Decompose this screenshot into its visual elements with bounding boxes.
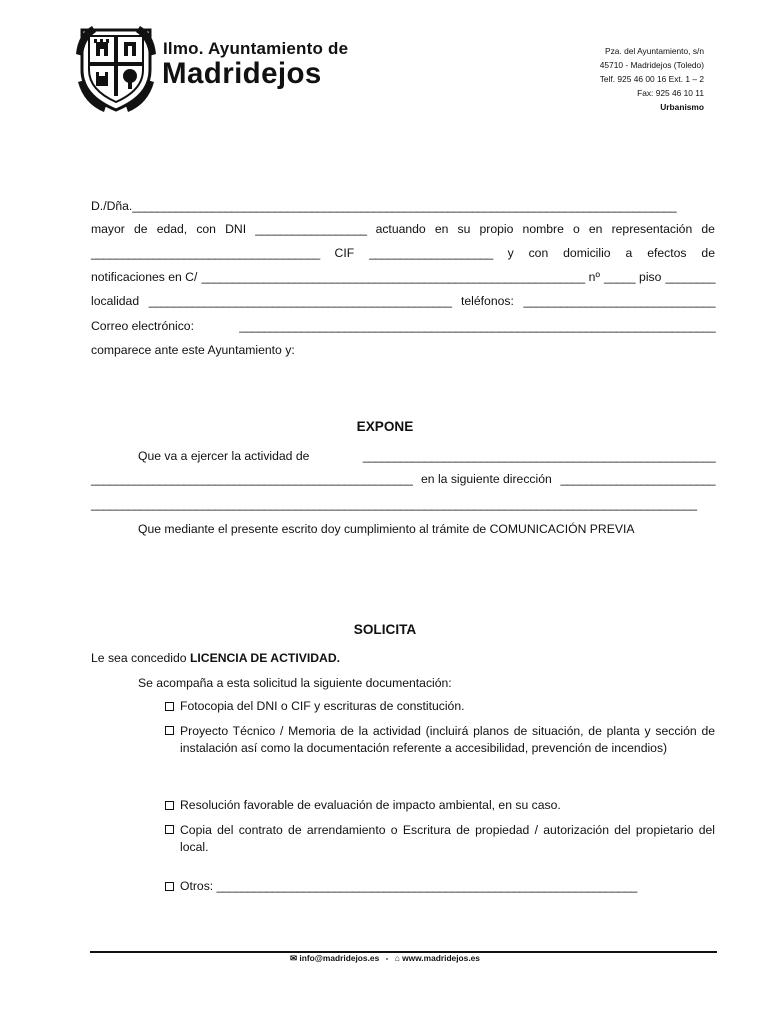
doc-item-label: Resolución favorable de evaluación de impacto ambiental, en su caso. bbox=[180, 798, 561, 812]
department-label: Urbanismo bbox=[660, 101, 704, 112]
checkbox[interactable] bbox=[165, 825, 174, 834]
dni-line bbox=[91, 222, 715, 237]
phones-label: teléfonos: bbox=[461, 294, 514, 308]
cif-line bbox=[91, 246, 715, 261]
expone-heading: EXPONE bbox=[356, 419, 414, 434]
number-field[interactable]: _____ bbox=[604, 270, 635, 284]
street-field[interactable]: ______________________________________________________________ bbox=[201, 270, 585, 284]
text-word: DNI bbox=[225, 222, 247, 236]
address-line-city: 45710 - Madridejos (Toledo) bbox=[599, 59, 704, 70]
checkbox[interactable] bbox=[165, 702, 174, 711]
doc-item-contract bbox=[165, 822, 715, 855]
solicita-heading: SOLICITA bbox=[353, 622, 417, 637]
name-label: D./Dña. bbox=[91, 199, 133, 213]
header-title-line1: Ilmo. Ayuntamiento de bbox=[163, 39, 349, 58]
others-label: Otros: bbox=[180, 879, 214, 893]
doc-item-dni bbox=[165, 698, 715, 715]
email-field[interactable]: _____________________________________________________________________________ bbox=[239, 319, 715, 333]
activity-address-line2 bbox=[91, 497, 715, 512]
doc-item-label: Fotocopia del DNI o CIF y escrituras de constitución. bbox=[180, 699, 465, 713]
others-field[interactable]: ____________________________________________________________________ bbox=[216, 879, 637, 893]
footer-website[interactable]: www.madridejos.es bbox=[402, 953, 480, 963]
text-word: o bbox=[573, 222, 580, 236]
footer bbox=[0, 953, 770, 963]
text-word: su bbox=[457, 222, 471, 236]
name-line bbox=[91, 199, 715, 214]
address-line-street: Pza. del Ayuntamiento, s/n bbox=[604, 46, 704, 56]
activity-label: Que va a ejercer la actividad de bbox=[138, 449, 310, 463]
text-word: con bbox=[528, 246, 549, 260]
floor-field[interactable]: ________ bbox=[665, 270, 715, 284]
doc-item-environment bbox=[165, 797, 715, 814]
text-word: de bbox=[701, 222, 715, 236]
crest-logo bbox=[74, 24, 158, 112]
docs-intro: Se acompaña a esta solicitud la siguiente documentación: bbox=[138, 676, 452, 690]
request-prefix: Le sea concedido bbox=[91, 651, 187, 665]
text-word: actuando bbox=[375, 222, 426, 236]
locality-line bbox=[91, 294, 715, 309]
text-word: propio bbox=[479, 222, 514, 236]
text-word: en bbox=[588, 222, 603, 236]
email-line bbox=[91, 319, 715, 334]
notification-label: notificaciones en C/ bbox=[91, 270, 198, 284]
dni-field[interactable]: __________________ bbox=[255, 222, 367, 236]
doc-item-label: Copia del contrato de arrendamiento o Escritura de propiedad / autorización del propietario del local. bbox=[180, 823, 715, 854]
locality-field[interactable]: _________________________________________________ bbox=[148, 294, 452, 308]
checkbox[interactable] bbox=[165, 801, 174, 810]
doc-item-others bbox=[165, 878, 715, 895]
activity-address-field[interactable]: _________________________ bbox=[560, 472, 715, 486]
name-field[interactable]: ________________________________________________________________________________________ bbox=[132, 199, 677, 213]
text-word: con bbox=[196, 222, 216, 236]
expone-statement: Que mediante el presente escrito doy cumplimiento al trámite de COMUNICACIÓN PREVIA bbox=[138, 522, 635, 536]
footer-email[interactable]: info@madridejos.es bbox=[299, 953, 380, 963]
text-word: representación bbox=[611, 222, 693, 236]
checkbox[interactable] bbox=[165, 726, 174, 735]
home-icon: ⌂ bbox=[394, 953, 400, 963]
activity-line bbox=[138, 449, 715, 464]
text-word: y bbox=[507, 246, 514, 260]
cif-field[interactable]: ____________________ bbox=[369, 246, 493, 260]
address-label: en la siguiente dirección bbox=[421, 472, 552, 486]
activity-field[interactable]: _________________________________________________________ bbox=[362, 449, 715, 463]
text-word: nombre bbox=[522, 222, 564, 236]
activity-address-field-continued[interactable]: __________________________________________________________________________________________________ bbox=[91, 497, 697, 511]
doc-item-label: Proyecto Técnico / Memoria de la actividad (incluirá planos de situación, de planta y sección de instalación así como la documentación referente a accesibilidad, prevención de incendios) bbox=[180, 724, 715, 755]
cif-label: CIF bbox=[334, 246, 355, 260]
footer-separator: - bbox=[385, 953, 389, 963]
activity-address-line bbox=[91, 472, 715, 487]
notification-line bbox=[91, 270, 715, 285]
text-word: a bbox=[625, 246, 633, 260]
number-label: nº bbox=[588, 270, 600, 284]
text-word: domicilio bbox=[563, 246, 611, 260]
phones-field[interactable]: _______________________________ bbox=[523, 294, 715, 308]
appears-text: comparece ante este Ayuntamiento y: bbox=[91, 343, 295, 357]
address-line-fax: Fax: 925 46 10 11 bbox=[637, 87, 704, 98]
header-address bbox=[600, 45, 704, 115]
text-word: de bbox=[701, 246, 715, 260]
text-word: efectos bbox=[647, 246, 687, 260]
checkbox[interactable] bbox=[165, 882, 174, 891]
text-word: de bbox=[134, 222, 148, 236]
email-label: Correo electrónico: bbox=[91, 319, 194, 333]
request-license: LICENCIA DE ACTIVIDAD. bbox=[189, 651, 341, 665]
text-word: mayor bbox=[91, 222, 125, 236]
text-word: en bbox=[434, 222, 449, 236]
locality-label: localidad bbox=[91, 294, 140, 308]
representation-field[interactable]: _____________________________________ bbox=[91, 246, 320, 260]
text-word: edad, bbox=[156, 222, 188, 236]
address-line-phone: Telf. 925 46 00 16 Ext. 1 – 2 bbox=[599, 73, 704, 84]
mail-icon: ✉ bbox=[290, 953, 298, 963]
activity-field-continued[interactable]: ____________________________________________________ bbox=[91, 472, 413, 486]
request-line bbox=[91, 651, 340, 666]
doc-item-project bbox=[165, 723, 715, 756]
floor-label: piso bbox=[639, 270, 662, 284]
header-title-line2: Madridejos bbox=[162, 57, 322, 90]
